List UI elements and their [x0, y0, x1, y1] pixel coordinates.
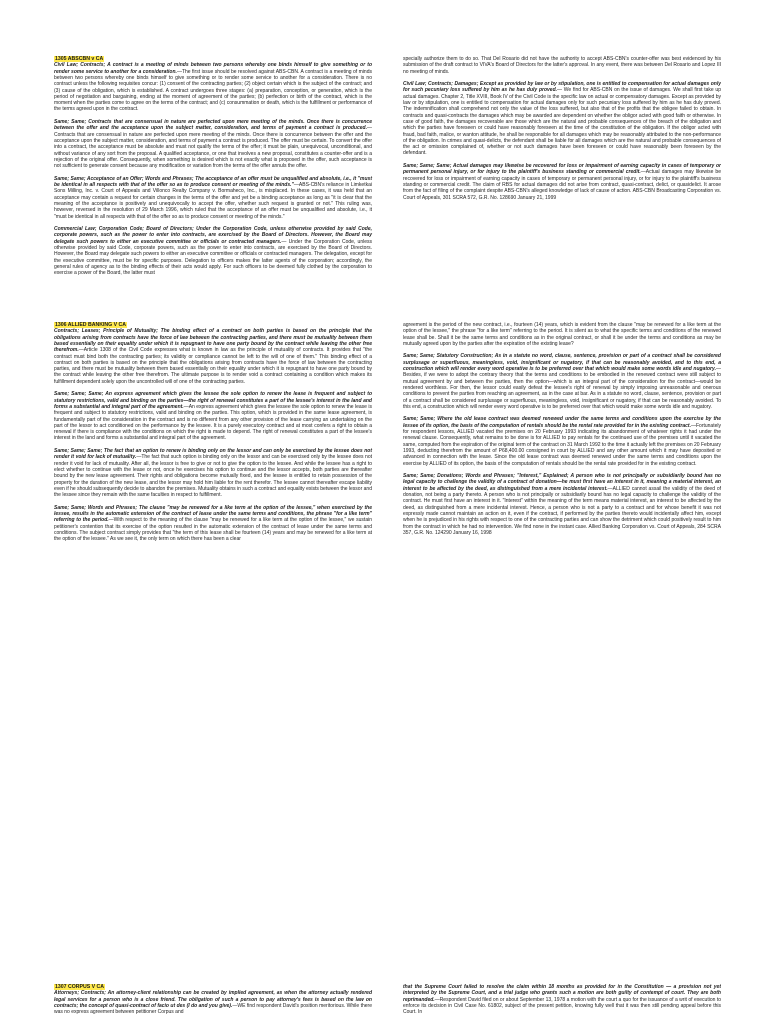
syllabus-paragraph	[403, 416, 721, 466]
left-column	[54, 56, 372, 283]
headnote: Same; Same; Acceptance of an Offer; Words and Phrases; The acceptance of an offer must be unqualified and absolute, i.e., it "must be identical in all respects with that of the offer so as to produce consent or meeting of the minds."	[54, 175, 372, 189]
body-text: specially authorize them to do so. That Del Rosario did not have the authority to accept ABS-CBN's counter-offer was best evidenced by his submission of the draft contract to VIVA's Board of Directors for the latter's approval. In any event, there was between Del Rosario and Lopez III no meeting of minds.	[403, 56, 721, 75]
body-text: agreement is the period of the new contract, i.e., fourteen (14) years, which is evident from the clause "may be renewed for a like term at the option of the lessee," the phrase "for a like term" referring to the period. It is silent as to what the specific terms and conditions of the renewed lease shall be. Shall it be the same terms and conditions as in the original contract, or shall it be under the terms and conditions as may be mutually agreed upon by the parties after the expiration of the existing lease?	[403, 322, 721, 347]
syllabus-paragraph	[403, 322, 721, 347]
syllabus-paragraph	[54, 448, 372, 498]
right-column	[403, 322, 721, 549]
headnote: Attorneys; Contracts; An attorney-client relationship can be created by implied agreement, as when the attorney actually rendered legal services for a person who is a close friend. The obligation of such a person to pay attorney's fees is based on the law on contracts; the concept of quasi-contract of facio ut des (I do and you give).	[54, 990, 372, 1009]
body-text: —The first issue should be resolved against ABS-CBN. A contract is a meeting of minds between two persons whereby one binds himself to give something or to render some service to another for a consideration. There is no contract unless the following requisites concur: (1) consent of the contracting parties; (2) object certain which is the subject of the contract; and (3) cause of the obligation, which is established. A contract undergoes three stages: (a) preparation, conception, or generation, which is the period of negotiation and bargaining, ending at the moment of agreement of the parties; (b) perfection or birth of the contract, which is the moment when the parties come to agree on the terms of the contract; and (c) consummation or death, which is the fulfillment or performance of the terms agreed upon in the contract.	[54, 68, 372, 113]
headnote: Same; Same; Donations; Words and Phrases; "Interest," Explained; A person who is not principally or subsidiarily bound has no legal capacity to challenge the validity of a contract of donation—he must first have an interest in it, meaning a material interest, an interest to be affected by the deed, as distinguished from a mere incidental interest.	[403, 473, 721, 492]
syllabus-paragraph	[54, 505, 372, 543]
syllabus-paragraph	[54, 176, 372, 220]
case-section-1307	[54, 984, 721, 1022]
syllabus-paragraph	[403, 473, 721, 536]
body-text: —The fact that such option is binding only on the lessor and can be exercised only by the lessee does not render it void for lack of mutuality. After all, the lessor is free to give or not to give the option to the lessee. And while the lessee has a right to elect whether to continue with the lease or not, once he exercises his option to continue and the lessor accepts, both parties are thereafter bound by the new lease agreement. Their rights and obligations become mutually fixed, and the lessee is entitled to retain possession of the property for the duration of the new lease, and the lessor may hold him liable for the rent therefor. The lessee cannot thereafter escape liability even if he should subsequently decide to abandon the premises. Mutuality obtains in such a contract and equality exists between the lessor and the lessee since they remain with the same faculties in respect to fulfillment.	[54, 454, 372, 499]
body-text: —Besides, if we were to adopt the contrary theory that the terms and conditions to be embodied in the renewed contract were still subject to mutual agreement by and between the parties, then the option—which is an integral part of the consideration for the contract—would be rendered worthless. For then, the lessor could easily defeat the lessee's right of renewal by simply imposing unreasonable and onerous conditions to prevent the parties from reaching an agreement, as in the case at bar. As in a statute no word, clause, sentence, provision or part of a contract shall be considered surplusage or superfluous, meaningless, void, insignificant or nugatory, if that can be reasonably avoided. To this end, a construction which will render every word operative is to be preferred over that which would make some words idle and nugatory.	[403, 366, 721, 410]
headnote: that the Supreme Court failed to resolve the claim within 18 months as provided for in the Constitution — a provision not yet interpreted by the Supreme Court, and a trial judge who grants such a motion are both guilty of contempt of court. They are both reprimanded.	[403, 984, 721, 1003]
headnote: Same; Same; Same; An express agreement which gives the lessee the sole option to renew the lease is frequent and subject to statutory restrictions, valid and binding on the parties—the right of renewal constitutes a part of the lessee's interest in the land and forms a substantial and integral part of the agreement.	[54, 391, 372, 410]
case-title: 1305 ABSCBN v CA	[55, 56, 104, 62]
body-text: —Fortunately for respondent lessors, ALLIED vacated the premises on 20 February 1993 indicating its abandonment of whatever rights it had under the renewal clause. Consequently, what remains to be done is for ALLIED to pay rentals for the continued use of the premises until it vacated the same, computed from the expiration of the original term of the contract on 31 March 1992 to the time it actually left the premises on 20 February 1993, deducting therefrom the amount of P68,400.00 consigned in court by ALLIED and any other amount which it may have deposited or advanced in connection with the lease. Since the old lease contract was deemed renewed under the same terms and conditions upon the exercise by ALLIED of its option, the basis of the computation of rentals should be the rental rate provided for in the existing contract.	[403, 422, 721, 467]
syllabus-paragraph	[403, 56, 721, 75]
syllabus-paragraph	[54, 328, 372, 385]
headnote: Same; Same; Statutory Construction; As in a statute no word, clause, sentence, provision or part of a contract shall be considered surplusage or superfluous, meaningless, void, insignificant or nugatory, if that can be reasonably avoided, and to this end, a construction which will render every word operative is to be preferred over that which would make some words idle and nugatory.	[403, 353, 721, 373]
left-column	[54, 984, 372, 1022]
body-text: —Article 1308 of the Civil Code expresses what is known in law as the principle of mutuality of contracts. It provides that "the contract must bind both the contracting parties; its validity or compliance cannot be left to the will of one of them." This binding effect of a contract on both parties is based on the principle that the obligations arising from contracts have the force of law between the contracting parties, and there must be mutuality between them based essentially on their equality under which it is repugnant to have one party bound by the contract while leaving the other free therefrom. The ultimate purpose is to render void a contract containing a condition which makes its fulfillment dependent solely upon the uncontrolled will of one of the contracting parties.	[54, 347, 372, 385]
right-column	[403, 56, 721, 283]
case-title: 1306 ALLIED BANKING V CA	[55, 322, 127, 328]
case-title: 1307 CORPUS V CA	[55, 984, 105, 990]
syllabus-paragraph	[403, 81, 721, 157]
syllabus-paragraph	[54, 62, 372, 112]
headnote: Same; Same; Same; The fact that an option to renew is binding only on the lessor and can only be exercised by the lessee does not render it void for lack of mutuality.	[54, 448, 372, 461]
body-text: —Contracts that are consensual in nature are perfected upon mere meeting of the minds. Once there is concurrence between the offer and the acceptance upon the subject matter, consideration, and terms of payment a contract is produced. The offer must be certain. To convert the offer into a contract, the acceptance must be absolute and must not qualify the terms of the offer; it must be plain, unequivocal, unconditional, and without variance of any sort from the proposal. A qualified acceptance, or one that involves a new proposal, constitutes a counter-offer and is a rejection of the original offer. Consequently, when something is desired which is not exactly what is proposed in the offer, such acceptance is not sufficient to generate consent because any modification or variation from the terms of the offer annuls the offer.	[54, 125, 372, 170]
syllabus-paragraph	[54, 119, 372, 169]
headnote: Same; Same; Words and Phrases; The clause "may be renewed for a like term at the option of the lessee," when exercised by the lessee, results in the automatic extension of the contract of lease under the same terms and conditions, the phrase "for a like term" referring to the period.	[54, 504, 372, 524]
syllabus-paragraph	[403, 984, 721, 1015]
syllabus-paragraph	[54, 391, 372, 441]
headnote: Civil Law; Contracts; A contract is a meeting of minds between two persons whereby one binds himself to give something or to render some service to another for a consideration.	[54, 62, 372, 75]
syllabus-paragraph	[54, 226, 372, 276]
body-text: —Actual damages may likewise be recovered for loss or impairment of earning capacity in cases of temporary or permanent personal injury, or for injury to the plaintiff's business standing or commercial credit. The claim of RBS for actual damages did not arise from contract, quasi-contract, delict, or quasidelict. It arose from the fact of filing of the complaint despite ABS-CBN's alleged knowledge of lack of cause of action. ABS-CBN Broadcasting Corporation vs. Court of Appeals, 301 SCRA 572, G.R. No. 128690 January 21, 1999	[403, 169, 721, 201]
case-section-1306	[54, 322, 721, 549]
headnote: Civil Law; Contracts; Damages; Except as provided by law or by stipulation, one is entitled to compensation for actual damages only for such pecuniary loss suffered by him as he has duly proved.	[403, 81, 721, 94]
syllabus-paragraph	[403, 353, 721, 410]
syllabus-paragraph	[403, 163, 721, 201]
headnote: Same; Same; Contracts that are consensual in nature are perfected upon mere meeting of the minds. Once there is concurrence between the offer and the acceptance upon the subject matter, consideration, and terms of payment a contract is produced.	[54, 119, 372, 132]
case-section-1305	[54, 56, 721, 283]
body-text: —WE find respondent David's position meritorious. While there was no express agreement between petitioner Corpus and	[54, 1003, 372, 1016]
body-text: —ABS-CBN's reliance in Limketkai Sons Milling, Inc. v. Court of Appeals and Villonco Realty Company v. Bormaheco, Inc., is misplaced. In these cases, it was held that an acceptance may contain a request for certain changes in the terms of the offer and yet be a binding acceptance as long as "it is clear that the meaning of the acceptance is positively and unequivocally to accept the offer, whether such request is granted or not." This ruling was, however, reversed in the resolution of 29 March 1996, which ruled that the acceptance of an offer must be unqualified and absolute, i.e., it "must be identical in all respects with that of the offer so as to produce consent or meeting of the minds."	[54, 182, 372, 220]
body-text: — Under the Corporation Code, unless otherwise provided by said Code, corporate powers, such as the power to enter into contracts, are exercised by the Board of Directors. However, the Board may delegate such powers to either an executive committee or officials or contracted managers. The delegation, except for the executive committee, must be for specific purposes. Delegation to officers makes the latter agents of the corporation; accordingly, the general rules of agency as to the binding effects of their acts would apply. For such officers to be deemed fully clothed by the corporation to exercise a power of the Board, the latter must	[54, 238, 372, 277]
body-text: —Respondent David filed on or about September 13, 1978 a motion with the court a quo for the issuance of a writ of execution to enforce its decision in Civil Case No. 61802, subject of the present petition, knowing fully well that it was then still pending appeal before this Court. In	[403, 996, 721, 1016]
headnote: Same; Same; Same; Actual damages may likewise be recovered for loss or impairment of earning capacity in cases of temporary or permanent personal injury, or for injury to the plaintiff's business standing or commercial credit.	[403, 163, 721, 176]
headnote: Contracts; Leases; Principle of Mutuality; The binding effect of a contract on both parties is based on the principle that the obligations arising from contracts have the force of law between the contracting parties, and there must be mutuality between them based essentially on their equality under which it is repugnant to have one party bound by the contract while leaving the other free therefrom.	[54, 328, 372, 354]
body-text: —An express agreement which gives the lessee the sole option to renew the lease is frequent and subject to statutory restrictions, valid and binding on the parties. This option, which is provided in the same lease agreement, is fundamentally part of the consideration in the contract and is no different from any other provision of the lease carrying an undertaking on the part of the lessor to act conditioned on the performance by the lessee. It is a purely executory contract and at most confers a right to obtain a renewal if there is compliance with the conditions on which the right is made to depend. The right of renewal constitutes a part of the lessee's interest in the land and forms a substantial and integral part of the agreement.	[54, 403, 372, 442]
left-column	[54, 322, 372, 549]
right-column	[403, 984, 721, 1022]
body-text: —ALLIED cannot assail the validity of the deed of donation, not being a party thereto. A person who is not principally or subsidiarily bound has no legal capacity to challenge the validity of the contract. He must first have an interest in it. "Interest" within the meaning of the term means material interest, an interest to be affected by the deed, as distinguished from a mere incidental interest. Hence, a person who is not a party to a contract and for whose benefit it was not expressly made cannot maintain an action on it, even if the contract, if performed by the parties thereto would incidentally affect him, except when he is prejudiced in his rights with respect to one of the contracting parties and can show the detriment which could positively result to him from the contract in which he had no intervention. We find none in the instant case. Allied Banking Corporation vs. Court of Appeals, 284 SCRA 357, G.R. No. 124290 January 16, 1998	[403, 485, 721, 536]
body-text: — We find for ABS-CBN on the issue of damages. We shall first take up actual damages. Chapter 2, Title XVIII, Book IV of the Civil Code is the specific law on actual or compensatory damages. Except as provided by law or by stipulation, one is entitled to compensation for actual damages only for such pecuniary loss suffered by him as he has duly proved. The indemnification shall comprehend not only the value of the loss suffered, but also that of the profits that the obligee failed to obtain. In contracts and quasi-contracts the damages which may be awarded are dependent on whether the obligor acted with good faith or otherwise. In case of good faith, the damages recoverable are those which are the natural and probable consequences of the breach of the obligation and which the parties have foreseen or could have reasonably foreseen at the time of the constitution of the obligation. If the obligor acted with fraud, bad faith, malice, or wanton attitude, he shall be responsible for all damages which may be reasonably attributed to the non-performance of the obligation. In crimes and quasi-delicts, the defendant shall be liable for all damages which are the natural and probable consequences of the act or omission complained of, whether or not such damages have been foreseen or could have reasonably been foreseen by the defendant.	[403, 87, 721, 157]
headnote: Same; Same; Where the old lease contract was deemed renewed under the same terms and conditions upon the exercise by the lessee of its option, the basis of the computation of rentals should be the rental rate provided for in the existing contract.	[403, 416, 721, 429]
body-text: —With respect to the meaning of the clause "may be renewed for a like term at the option of the lessee," we sustain petitioner's contention that its exercise of the option resulted in the automatic extension of the contract of lease under the same terms and conditions. The subject contract simply provides that "the term of this lease shall be fourteen (14) years and may be renewed for a like term at the option of the lessee." As we see it, the only term on which there has been a clear	[54, 517, 372, 543]
syllabus-paragraph	[54, 990, 372, 1015]
headnote: Commercial Law; Corporation Code; Board of Directors; Under the Corporation Code, unless otherwise provided by said Code, corporate powers, such as the power to enter into contracts, are exercised by the Board of Directors. However, the Board may delegate such powers to either an executive committee or officials or contracted managers.	[54, 226, 372, 245]
